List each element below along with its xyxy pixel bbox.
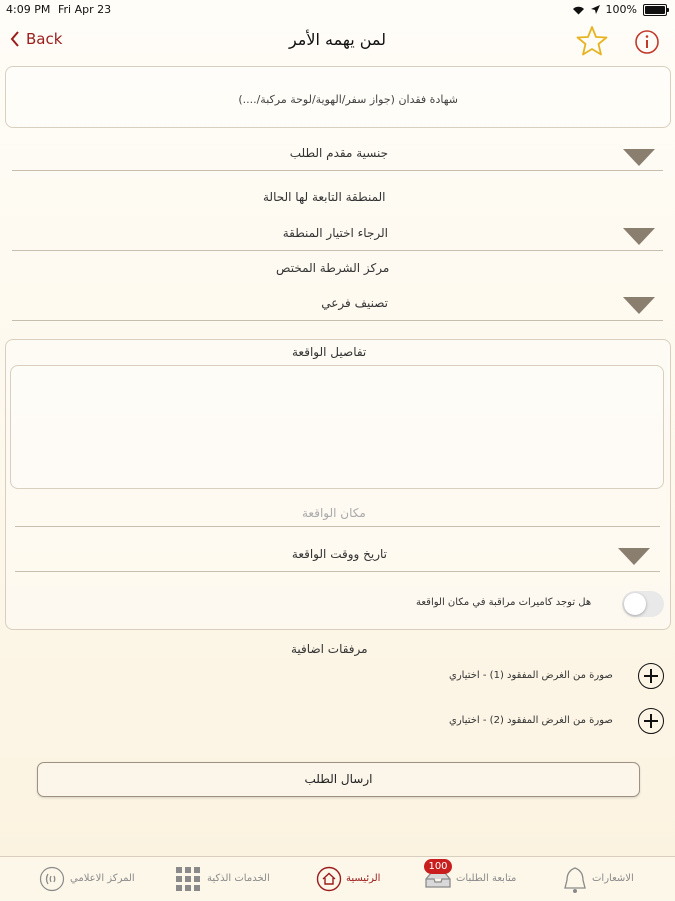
cameras-toggle[interactable] — [622, 591, 664, 617]
tab-smart-services[interactable] — [175, 857, 285, 901]
subcategory-dropdown[interactable] — [12, 290, 663, 321]
battery-icon — [643, 4, 667, 16]
tab-requests-label: متابعة الطلبات — [456, 873, 517, 884]
nationality-dropdown-text: جنسية مقدم الطلب — [289, 146, 388, 160]
add-attachment-1-icon[interactable] — [638, 663, 664, 689]
region-label: المنطقة التابعة لها الحالة — [263, 190, 386, 204]
tab-home-label: الرئيسية — [346, 873, 381, 884]
attachment-2-label: صورة من الغرض المفقود (2) - اختياري — [449, 715, 613, 726]
tab-smart-services-label: الخدمات الذكية — [207, 873, 270, 884]
tab-media-center[interactable] — [36, 857, 146, 901]
cameras-question: هل توجد كاميرات مراقبة في مكان الواقعة — [416, 597, 592, 608]
status-date: Fri Apr 23 — [58, 3, 112, 16]
navigation-bar — [0, 22, 675, 62]
tab-media-label: المركز الاعلامي — [70, 873, 135, 884]
tab-bar — [0, 856, 675, 901]
page-title: لمن يهمه الأمر — [288, 30, 387, 49]
region-dropdown[interactable] — [12, 220, 663, 251]
police-center-label: مركز الشرطة المختص — [276, 261, 390, 275]
nationality-dropdown[interactable] — [12, 140, 663, 171]
subcategory-dropdown-text: تصنيف فرعي — [321, 296, 388, 310]
grid-icon — [175, 866, 201, 892]
wifi-icon — [572, 5, 585, 15]
location-arrow-icon — [591, 5, 600, 14]
status-bar — [0, 0, 675, 20]
back-label: Back — [26, 30, 63, 48]
dropdown-arrow-icon — [618, 548, 650, 565]
home-icon — [316, 866, 342, 892]
dropdown-arrow-icon — [623, 149, 655, 166]
attachment-1-label: صورة من الغرض المفقود (1) - اختياري — [449, 670, 613, 681]
incident-datetime-dropdown[interactable] — [15, 541, 660, 572]
tab-notifications-label: الاشعارات — [592, 873, 634, 884]
incident-datetime-text: تاريخ ووقت الواقعة — [291, 547, 387, 561]
add-attachment-2-icon[interactable] — [638, 708, 664, 734]
bell-icon — [562, 866, 588, 894]
status-time: 4:09 PM — [6, 3, 51, 16]
requests-count-badge: 100 — [424, 859, 452, 874]
favorite-star-icon[interactable] — [575, 24, 609, 58]
submit-request-button[interactable] — [37, 762, 640, 797]
document-type-field[interactable] — [5, 66, 671, 128]
incident-details-label: تفاصيل الواقعة — [292, 345, 367, 359]
broadcast-icon — [39, 866, 65, 892]
tab-home[interactable] — [313, 857, 393, 901]
document-type-placeholder: شهادة فقدان (جواز سفر/الهوية/لوحة مركبة/....) — [238, 93, 458, 106]
incident-location-placeholder: مكان الواقعة — [302, 506, 366, 520]
tab-notifications[interactable] — [560, 857, 670, 901]
attachments-label: مرفقات اضافية — [291, 642, 368, 656]
dropdown-arrow-icon — [623, 228, 655, 245]
incident-details-textarea[interactable] — [10, 365, 664, 489]
submit-label: ارسال الطلب — [304, 772, 373, 786]
info-icon[interactable] — [634, 29, 660, 55]
incident-location-field[interactable] — [15, 500, 660, 527]
region-dropdown-text: الرجاء اختيار المنطقة — [282, 226, 388, 240]
status-indicators — [572, 3, 667, 16]
battery-percent: 100% — [605, 3, 637, 16]
dropdown-arrow-icon — [623, 297, 655, 314]
